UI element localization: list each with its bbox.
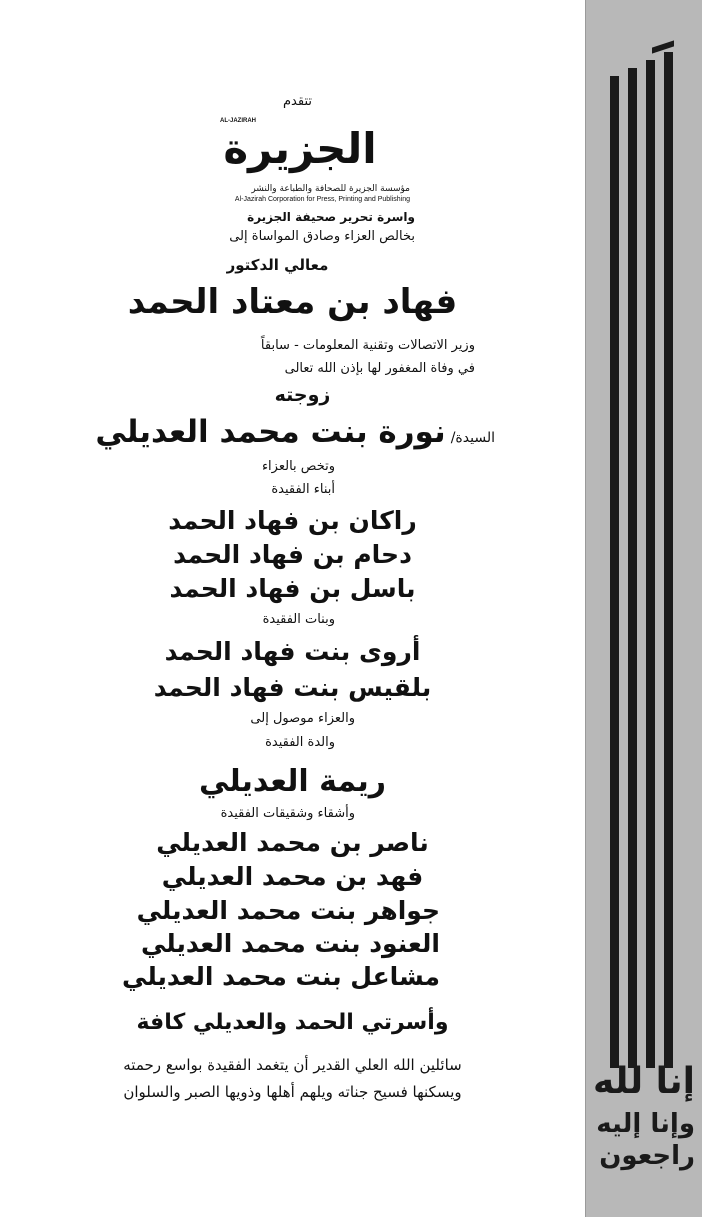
sibling-name: العنود بنت محمد العديلي bbox=[140, 929, 440, 958]
sibling-name: فهد بن محمد العديلي bbox=[161, 862, 424, 891]
mother-name: ريمة العديلي bbox=[199, 764, 386, 799]
recipient-title: معالي الدكتور bbox=[226, 256, 329, 274]
deceased-line bbox=[90, 414, 495, 450]
verse-panel bbox=[585, 0, 702, 1217]
son-name: راكان بن فهاد الحمد bbox=[168, 506, 417, 535]
special-condolence: وتخص بالعزاء bbox=[261, 459, 335, 474]
editorial-staff: واسرة تحرير صحيفة الجزيرة bbox=[247, 210, 415, 224]
verse-line-3: راجعون bbox=[599, 1141, 695, 1171]
occasion-text: في وفاة المغفور لها بإذن الله تعالى bbox=[284, 361, 475, 376]
logo-subtitle-english: Al-Jazirah Corporation for Press, Printing and Publishing bbox=[234, 196, 410, 203]
logo-arabic: الجزيرة bbox=[223, 124, 377, 173]
sibling-name: ناصر بن محمد العديلي bbox=[156, 828, 429, 857]
siblings-label: وأشقاء وشقيقات الفقيدة bbox=[220, 806, 355, 821]
recipient-position: وزير الاتصالات وتقنية المعلومات - سابقاً bbox=[260, 338, 475, 353]
sibling-name: جواهر بنت محمد العديلي bbox=[136, 896, 440, 925]
relation-wife: زوجته bbox=[274, 384, 331, 406]
verse-line-1: إنا لله bbox=[593, 1061, 695, 1102]
mother-intro: والعزاء موصول إلى bbox=[250, 711, 355, 726]
son-name: دحام بن فهاد الحمد bbox=[173, 540, 412, 569]
prayer-line-2: ويسكنها فسيح جناته ويلهم أهلها وذويها الصبر والسلوان bbox=[123, 1083, 462, 1101]
condolence-intro: بخالص العزاء وصادق المواساة إلى bbox=[229, 229, 415, 244]
presents-text: تتقدم bbox=[283, 94, 312, 109]
daughters-label: وبنات الفقيدة bbox=[262, 612, 335, 627]
deceased-prefix: السيدة/ bbox=[450, 430, 495, 446]
recipient-name: فهاد بن معتاد الحمد bbox=[127, 282, 458, 322]
daughter-name: بلقيس بنت فهاد الحمد bbox=[153, 673, 432, 702]
al-jazirah-logo bbox=[220, 118, 380, 180]
sons-label: أبناء الفقيدة bbox=[271, 482, 335, 497]
families-line: وأسرتي الحمد والعديلي كافة bbox=[136, 1010, 449, 1035]
daughter-name: أروى بنت فهاد الحمد bbox=[164, 637, 421, 666]
prayer-line-1: سائلين الله العلي القدير أن يتغمد الفقيدة بواسع رحمته bbox=[123, 1056, 462, 1074]
logo-subtitle-arabic: مؤسسة الجزيرة للصحافة والطباعة والنشر bbox=[251, 184, 410, 194]
alef-bar bbox=[664, 52, 673, 1068]
logo-english: AL-JAZIRAH bbox=[220, 118, 256, 124]
mother-label: والدة الفقيدة bbox=[265, 735, 335, 750]
verse-line-2: وإنا إليه bbox=[596, 1109, 695, 1139]
deceased-name: نورة بنت محمد العديلي bbox=[95, 414, 446, 450]
sibling-name: مشاعل بنت محمد العديلي bbox=[122, 962, 440, 991]
alef-bar bbox=[646, 60, 655, 1068]
alef-bar bbox=[610, 76, 619, 1068]
son-name: باسل بن فهاد الحمد bbox=[169, 574, 416, 603]
alef-bar bbox=[628, 68, 637, 1068]
